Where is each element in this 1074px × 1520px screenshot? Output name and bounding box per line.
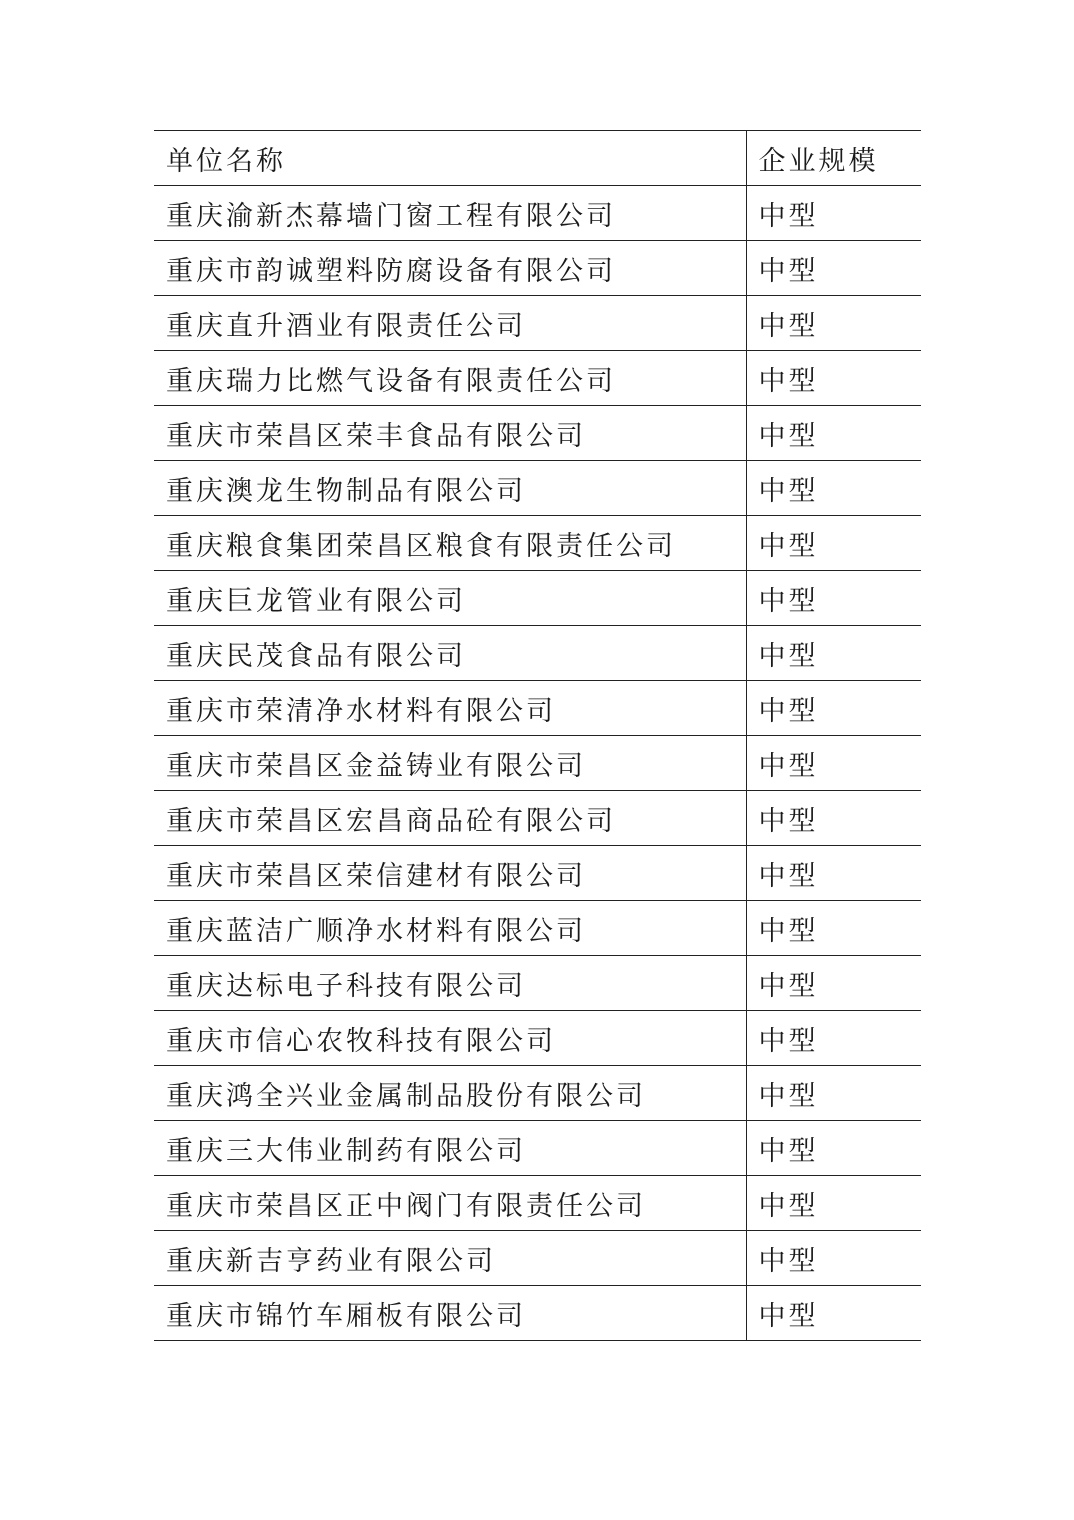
table-row bbox=[154, 736, 921, 791]
unit-name-cell: 重庆市荣昌区正中阀门有限责任公司 bbox=[154, 1176, 746, 1231]
enterprise-size-cell: 中型 bbox=[746, 296, 921, 351]
table-row bbox=[154, 681, 921, 736]
table-row bbox=[154, 516, 921, 571]
unit-name-cell: 重庆粮食集团荣昌区粮食有限责任公司 bbox=[154, 516, 746, 571]
enterprise-size-cell: 中型 bbox=[746, 1286, 921, 1341]
table-row bbox=[154, 901, 921, 956]
unit-name-cell: 重庆瑞力比燃气设备有限责任公司 bbox=[154, 351, 746, 406]
unit-name-cell: 重庆三大伟业制药有限公司 bbox=[154, 1121, 746, 1176]
enterprise-size-cell: 中型 bbox=[746, 681, 921, 736]
unit-name-cell: 重庆市韵诚塑料防腐设备有限公司 bbox=[154, 241, 746, 296]
enterprise-size-cell: 中型 bbox=[746, 461, 921, 516]
table-row bbox=[154, 1231, 921, 1286]
enterprise-size-cell: 中型 bbox=[746, 791, 921, 846]
enterprise-size-cell: 中型 bbox=[746, 956, 921, 1011]
table-row bbox=[154, 406, 921, 461]
header-unit-name: 单位名称 bbox=[154, 131, 746, 186]
table-row bbox=[154, 1286, 921, 1341]
enterprise-size-cell: 中型 bbox=[746, 406, 921, 461]
table-row bbox=[154, 1121, 921, 1176]
table-row bbox=[154, 296, 921, 351]
enterprise-size-cell: 中型 bbox=[746, 736, 921, 791]
enterprise-size-cell: 中型 bbox=[746, 626, 921, 681]
table-row bbox=[154, 241, 921, 296]
enterprise-size-cell: 中型 bbox=[746, 1121, 921, 1176]
enterprise-size-cell: 中型 bbox=[746, 351, 921, 406]
enterprise-size-cell: 中型 bbox=[746, 186, 921, 241]
unit-name-cell: 重庆直升酒业有限责任公司 bbox=[154, 296, 746, 351]
table-row bbox=[154, 1176, 921, 1231]
table-row bbox=[154, 461, 921, 516]
unit-name-cell: 重庆渝新杰幕墙门窗工程有限公司 bbox=[154, 186, 746, 241]
table-row bbox=[154, 791, 921, 846]
table-row bbox=[154, 626, 921, 681]
enterprise-size-cell: 中型 bbox=[746, 241, 921, 296]
unit-name-cell: 重庆鸿全兴业金属制品股份有限公司 bbox=[154, 1066, 746, 1121]
unit-name-cell: 重庆蓝洁广顺净水材料有限公司 bbox=[154, 901, 746, 956]
enterprise-size-cell: 中型 bbox=[746, 1066, 921, 1121]
header-row bbox=[154, 131, 921, 186]
table-row bbox=[154, 956, 921, 1011]
table-row bbox=[154, 186, 921, 241]
unit-name-cell: 重庆澳龙生物制品有限公司 bbox=[154, 461, 746, 516]
enterprise-size-cell: 中型 bbox=[746, 571, 921, 626]
header-enterprise-size: 企业规模 bbox=[746, 131, 921, 186]
unit-name-cell: 重庆达标电子科技有限公司 bbox=[154, 956, 746, 1011]
unit-name-cell: 重庆市荣昌区金益铸业有限公司 bbox=[154, 736, 746, 791]
table-row bbox=[154, 1066, 921, 1121]
enterprise-size-cell: 中型 bbox=[746, 1231, 921, 1286]
unit-name-cell: 重庆市荣昌区荣信建材有限公司 bbox=[154, 846, 746, 901]
enterprise-size-cell: 中型 bbox=[746, 1176, 921, 1231]
enterprise-size-cell: 中型 bbox=[746, 1011, 921, 1066]
enterprise-size-cell: 中型 bbox=[746, 901, 921, 956]
table-body bbox=[154, 186, 921, 1341]
unit-name-cell: 重庆市信心农牧科技有限公司 bbox=[154, 1011, 746, 1066]
unit-name-cell: 重庆市荣清净水材料有限公司 bbox=[154, 681, 746, 736]
unit-name-cell: 重庆市荣昌区荣丰食品有限公司 bbox=[154, 406, 746, 461]
table-row bbox=[154, 571, 921, 626]
unit-name-cell: 重庆巨龙管业有限公司 bbox=[154, 571, 746, 626]
table-row bbox=[154, 846, 921, 901]
unit-name-cell: 重庆市锦竹车厢板有限公司 bbox=[154, 1286, 746, 1341]
unit-name-cell: 重庆新吉亨药业有限公司 bbox=[154, 1231, 746, 1286]
table-row bbox=[154, 1011, 921, 1066]
enterprise-size-cell: 中型 bbox=[746, 846, 921, 901]
unit-name-cell: 重庆市荣昌区宏昌商品砼有限公司 bbox=[154, 791, 746, 846]
enterprise-size-cell: 中型 bbox=[746, 516, 921, 571]
unit-name-cell: 重庆民茂食品有限公司 bbox=[154, 626, 746, 681]
enterprise-table bbox=[154, 130, 921, 1341]
table-row bbox=[154, 351, 921, 406]
table-header bbox=[154, 131, 921, 186]
